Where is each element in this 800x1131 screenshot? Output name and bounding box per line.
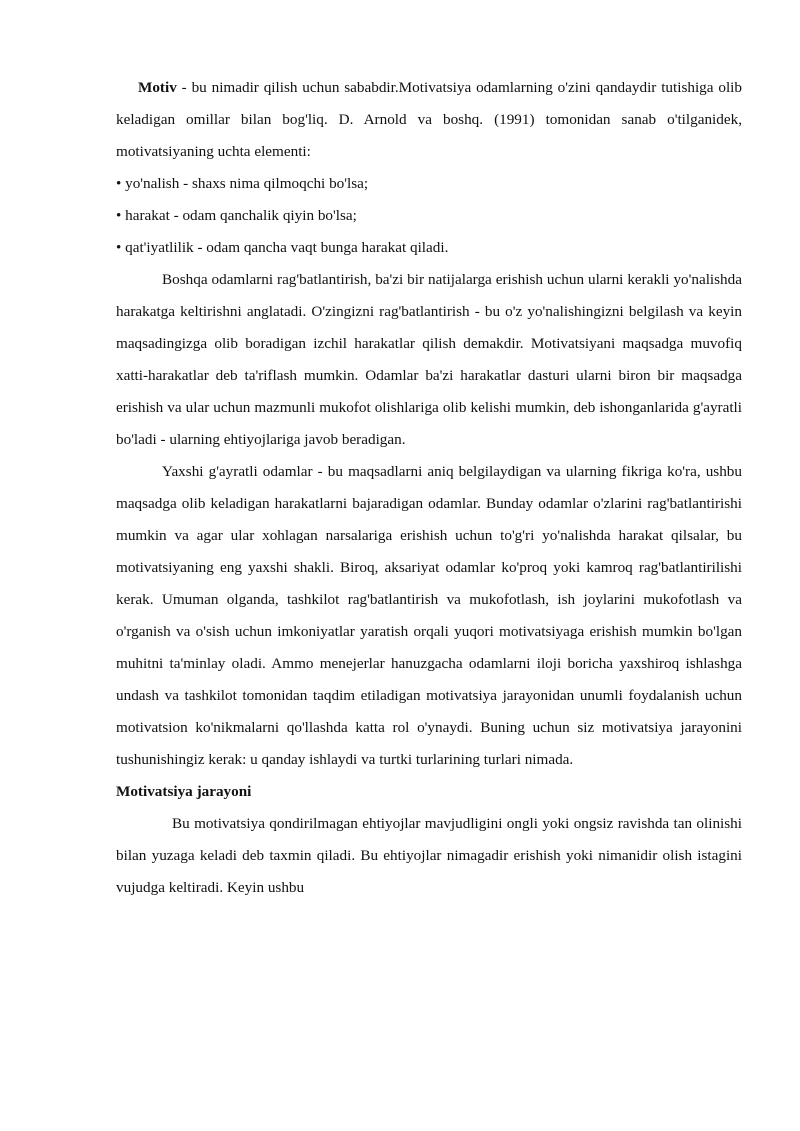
- paragraph-motivated-people: Yaxshi g'ayratli odamlar - bu maqsadlarni aniq belgilaydigan va ularning fikriga ko'ra, ushbu maqsadga olib keladigan harakatlarni bajaradigan odamlar. Bunday odamlar o'zlarini rag'batlantirishi mumkin va agar ular xohlagan narsalariga erishish uchun to'g'ri yo'nalishda harakat qilsalar, bu motivatsiyaning eng yaxshi shakli. Biroq, aksariyat odamlar ko'proq yoki kamroq rag'batlantirilishi kerak. Umuman olganda, tashkilot rag'batlantirish va mukofotlash, ish joylarini mukofotlash va o'rganish va o'sish uchun imkoniyatlar yaratish orqali yuqori motivatsiyaga erishish mumkin bo'lgan muhitni ta'minlay oladi. Ammo menejerlar hanuzgacha odamlarni iloji boricha yaxshiroq ishlashga undash va tashkilot tomonidan taqdim etiladigan motivatsiya jarayonidan unumli foydalanish uchun motivatsion ko'nikmalarni qo'llashda katta rol o'ynaydi. Buning uchun siz motivatsiya jarayonini tushunishingiz kerak: u qanday ishlaydi va turtki turlarining turlari nimada.: [116, 463, 742, 768]
- bullet-item-persistence: • qat'iyatlilik - odam qancha vaqt bunga harakat qiladi.: [116, 239, 449, 256]
- intro-text: - bu nimadir qilish uchun sababdir.Motivatsiya odamlarning o'zini qandaydir tutishiga olib keladigan omillar bilan bog'liq. D. Arnold va boshq. (1991) tomonidan sanab o'tilganidek, motivatsiyaning uchta elementi:: [116, 79, 742, 160]
- bullet-item-direction: • yo'nalish - shaxs nima qilmoqchi bo'lsa;: [116, 175, 369, 192]
- document-page: [116, 72, 742, 904]
- intro-paragraph: [116, 72, 742, 168]
- bullet-item-effort: • harakat - odam qanchalik qiyin bo'lsa;: [116, 207, 357, 224]
- paragraph-motivating-others: Boshqa odamlarni rag'batlantirish, ba'zi bir natijalarga erishish uchun ularni kerakli yo'nalishda harakatga keltirishni anglatadi. O'zingizni rag'batlantirish - bu o'z yo'nalishingizni belgilash va keyin maqsadingizga olib boradigan izchil harakatlar qilish demakdir. Motivatsiyani maqsadga muvofiq xatti-harakatlar deb ta'riflash mumkin. Odamlar ba'zi harakatlar dasturi ularni biron bir maqsadga erishish va ular uchun mazmunli mukofot olishlariga olib kelishi mumkin, deb ishonganlarida g'ayratli bo'ladi - ularning ehtiyojlariga javob beradigan.: [116, 271, 742, 448]
- section-paragraph: Bu motivatsiya qondirilmagan ehtiyojlar mavjudligini ongli yoki ongsiz ravishda tan olinishi bilan yuzaga keladi deb taxmin qiladi. Bu ehtiyojlar nimagadir erishish yoki nimanidir olish istagini vujudga keltiradi. Keyin ushbu: [116, 815, 742, 896]
- intro-term: Motiv: [138, 79, 177, 96]
- section-heading: Motivatsiya jarayoni: [116, 783, 252, 800]
